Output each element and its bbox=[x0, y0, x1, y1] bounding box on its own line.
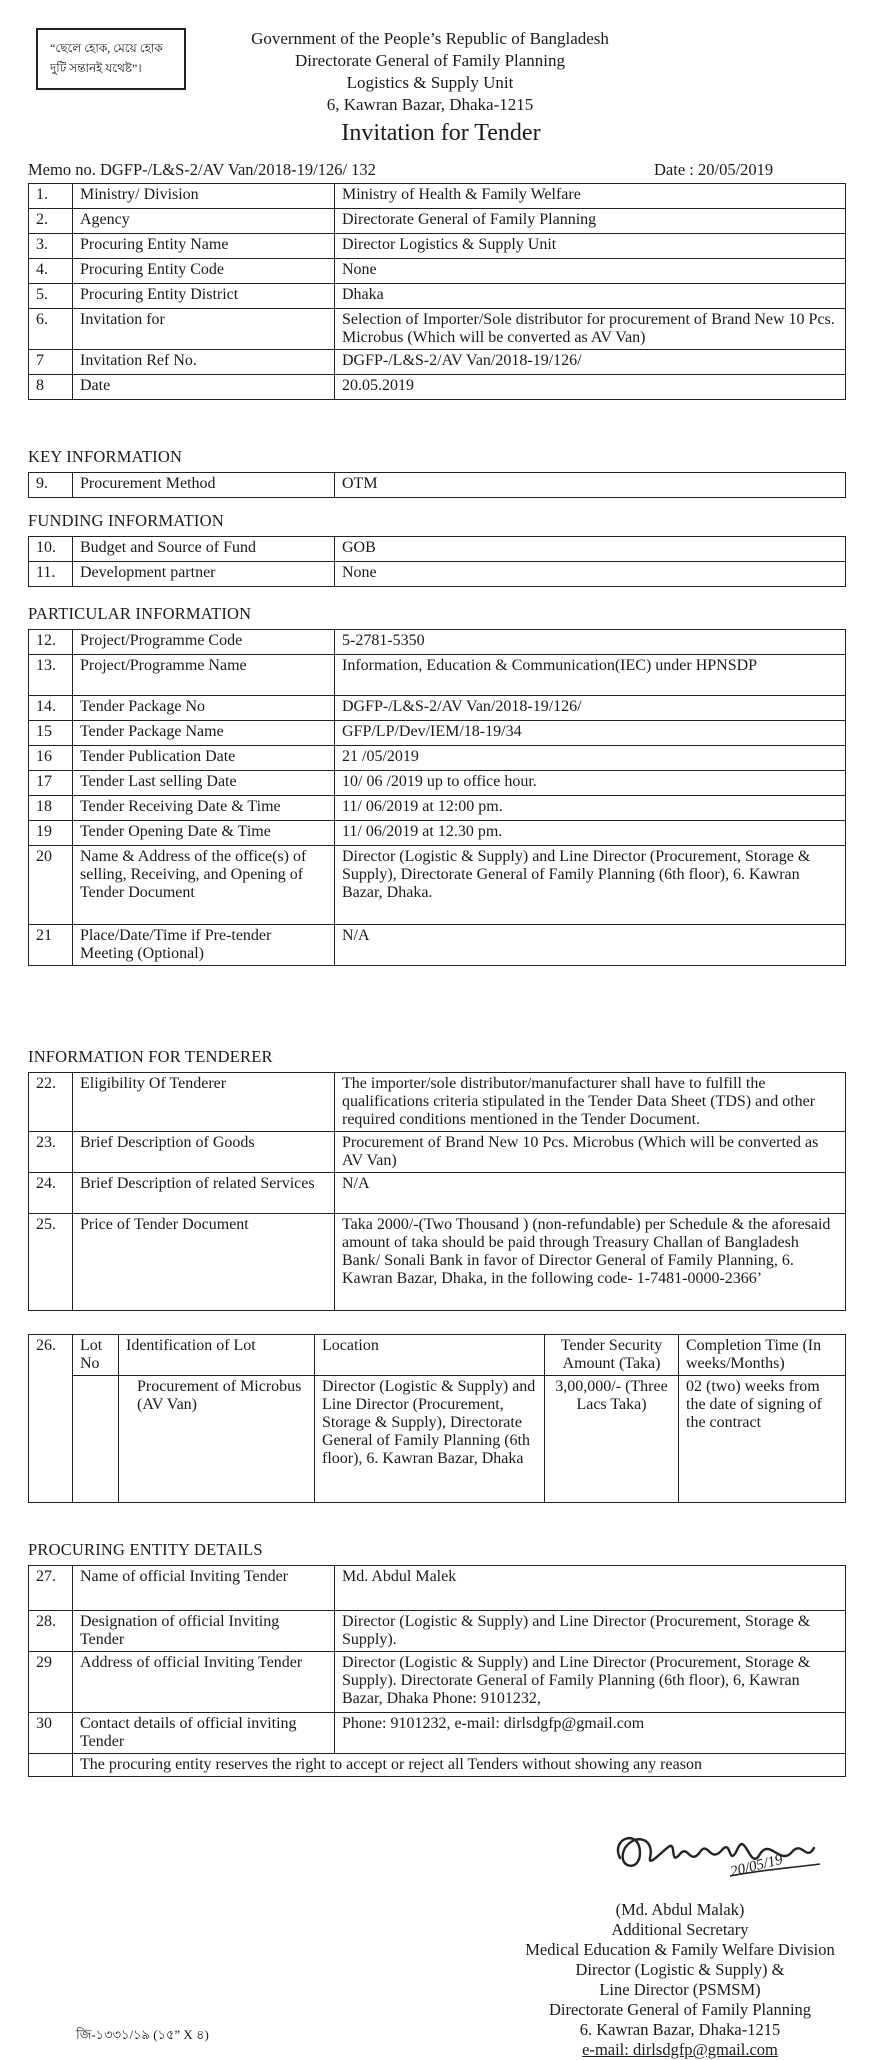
row-value: N/A bbox=[335, 1173, 846, 1214]
row-value: GOB bbox=[335, 537, 846, 562]
row-number: 2. bbox=[29, 209, 73, 234]
row-number: 1. bbox=[29, 184, 73, 209]
row-number: 7 bbox=[29, 350, 73, 375]
row-label: Contact details of official inviting Tender bbox=[73, 1713, 335, 1754]
row-label: Tender Receiving Date & Time bbox=[73, 796, 335, 821]
row-label: Designation of official Inviting Tender bbox=[73, 1611, 335, 1652]
signatory-title-1: Additional Secretary bbox=[611, 1920, 749, 1939]
row-value: GFP/LP/Dev/IEM/18-19/34 bbox=[335, 721, 846, 746]
row-value: Dhaka bbox=[335, 284, 846, 309]
row-value: 10/ 06 /2019 up to office hour. bbox=[335, 771, 846, 796]
table-row bbox=[29, 184, 846, 209]
section-information-for-tenderer: INFORMATION FOR TENDERER bbox=[28, 1047, 273, 1066]
header-directorate: Directorate General of Family Planning bbox=[294, 51, 566, 70]
row-label: Procuring Entity Code bbox=[73, 259, 335, 284]
row-number: 11. bbox=[29, 562, 73, 587]
lot-completion-header: Completion Time (In weeks/Months) bbox=[679, 1335, 846, 1376]
row-label: Budget and Source of Fund bbox=[73, 537, 335, 562]
row-value: 5-2781-5350 bbox=[335, 630, 846, 655]
row-number: 3. bbox=[29, 234, 73, 259]
row-number: 4. bbox=[29, 259, 73, 284]
table-row bbox=[29, 1132, 846, 1173]
signatory-block bbox=[495, 1900, 865, 2060]
header-unit: Logistics & Supply Unit bbox=[346, 73, 514, 92]
row-label: Eligibility Of Tenderer bbox=[73, 1073, 335, 1132]
row-label: Invitation for bbox=[73, 309, 335, 350]
row-value: 11/ 06/2019 at 12:00 pm. bbox=[335, 796, 846, 821]
lot-value-row bbox=[29, 1376, 846, 1503]
table-row bbox=[29, 562, 846, 587]
row-label: Agency bbox=[73, 209, 335, 234]
row-label: Address of official Inviting Tender bbox=[73, 1652, 335, 1713]
row-value: Director (Logistic & Supply) and Line Director (Procurement, Storage & Supply), Directorate General of Family Planning (6th floor), 6. Kawran Bazar, Dhaka. bbox=[335, 846, 846, 925]
lot-item-number: 26. bbox=[29, 1335, 73, 1503]
slogan-box bbox=[36, 28, 186, 90]
table-row bbox=[29, 1652, 846, 1713]
row-number: 10. bbox=[29, 537, 73, 562]
row-number: 12. bbox=[29, 630, 73, 655]
row-label: Name of official Inviting Tender bbox=[73, 1566, 335, 1611]
row-label: Brief Description of related Services bbox=[73, 1173, 335, 1214]
row-label: Brief Description of Goods bbox=[73, 1132, 335, 1173]
row-value: Director (Logistic & Supply) and Line Director (Procurement, Storage & Supply). Directorate General of Family Planning (6th floor), 6, Kawran Bazar, Dhaka Phone: 9101232, bbox=[335, 1652, 846, 1713]
lot-table bbox=[28, 1334, 846, 1503]
row-label: Date bbox=[73, 375, 335, 400]
table-row bbox=[29, 771, 846, 796]
row-number: 24. bbox=[29, 1173, 73, 1214]
section-procuring-entity-details: PROCURING ENTITY DETAILS bbox=[28, 1540, 263, 1559]
row-value: None bbox=[335, 259, 846, 284]
row-value: N/A bbox=[335, 925, 846, 966]
row-value: None bbox=[335, 562, 846, 587]
row-label: Tender Package No bbox=[73, 696, 335, 721]
row-label: Place/Date/Time if Pre-tender Meeting (Optional) bbox=[73, 925, 335, 966]
header-address: 6, Kawran Bazar, Dhaka-1215 bbox=[326, 95, 534, 114]
row-number: 27. bbox=[29, 1566, 73, 1611]
table-row bbox=[29, 630, 846, 655]
table-row bbox=[29, 209, 846, 234]
signatory-email: e-mail: dirlsdgfp@gmail.com bbox=[582, 2040, 778, 2059]
row-number: 8 bbox=[29, 375, 73, 400]
row-value: Taka 2000/-(Two Thousand ) (non-refundable) per Schedule & the aforesaid amount of taka should be paid through Treasury Challan of Bangladesh Bank/ Sonali Bank in favor of Director General of Family Planning, 6. Kawran Bazar, Dhaka, in the following code- 1-7481-0000-2366’ bbox=[335, 1214, 846, 1311]
row-value: DGFP-/L&S-2/AV Van/2018-19/126/ bbox=[335, 696, 846, 721]
letterhead bbox=[230, 28, 630, 116]
table-row bbox=[29, 925, 846, 966]
row-value: 11/ 06/2019 at 12.30 pm. bbox=[335, 821, 846, 846]
row-value: 21 /05/2019 bbox=[335, 746, 846, 771]
row-label: Development partner bbox=[73, 562, 335, 587]
row-label: Procurement Method bbox=[73, 473, 335, 498]
row-number: 25. bbox=[29, 1214, 73, 1311]
particular-info-table bbox=[28, 629, 846, 966]
table-row bbox=[29, 284, 846, 309]
row-value: Directorate General of Family Planning bbox=[335, 209, 846, 234]
row-value: Director Logistics & Supply Unit bbox=[335, 234, 846, 259]
signatory-name: (Md. Abdul Malak) bbox=[615, 1900, 745, 1919]
signatory-title-3: Director (Logistic & Supply) & bbox=[575, 1960, 785, 1979]
table-row bbox=[29, 1566, 846, 1611]
procuring-entity-table bbox=[28, 1565, 846, 1777]
general-info-table bbox=[28, 183, 846, 400]
lot-no-header: Lot No bbox=[73, 1335, 119, 1376]
table-row bbox=[29, 350, 846, 375]
row-number bbox=[29, 1754, 73, 1777]
print-code: জি-১৩৩১/১৯ (১৫” X ৪) bbox=[76, 2027, 209, 2042]
row-value: Selection of Importer/Sole distributor for procurement of Brand New 10 Pcs. Microbus (Which will be converted as AV Van) bbox=[335, 309, 846, 350]
section-key-information: KEY INFORMATION bbox=[28, 447, 183, 466]
lot-security-header: Tender Security Amount (Taka) bbox=[545, 1335, 679, 1376]
row-value: The importer/sole distributor/manufacturer shall have to fulfill the qualifications criteria stipulated in the Tender Data Sheet (TDS) and other required conditions mentioned in the Tender Document. bbox=[335, 1073, 846, 1132]
row-value: Procurement of Brand New 10 Pcs. Microbus (Which will be converted as AV Van) bbox=[335, 1132, 846, 1173]
row-number: 14. bbox=[29, 696, 73, 721]
row-number: 21 bbox=[29, 925, 73, 966]
table-row bbox=[29, 746, 846, 771]
row-number: 29 bbox=[29, 1652, 73, 1713]
section-funding-information: FUNDING INFORMATION bbox=[28, 511, 224, 530]
row-value: Director (Logistic & Supply) and Line Director (Procurement, Storage & Supply). bbox=[335, 1611, 846, 1652]
row-number: 16 bbox=[29, 746, 73, 771]
row-number: 6. bbox=[29, 309, 73, 350]
funding-info-table bbox=[28, 536, 846, 587]
page-title: Invitation for Tender bbox=[341, 120, 541, 146]
row-label: Invitation Ref No. bbox=[73, 350, 335, 375]
table-row bbox=[29, 796, 846, 821]
lot-location-cell: Director (Logistic & Supply) and Line Director (Procurement, Storage & Supply), Directorate General of Family Planning (6th floor), 6. Kawran Bazar, Dhaka bbox=[315, 1376, 545, 1503]
slogan-line-1: “ছেলে হোক, মেয়ে হোক bbox=[50, 41, 163, 55]
lot-location-header: Location bbox=[315, 1335, 545, 1376]
lot-ident-header: Identification of Lot bbox=[119, 1335, 315, 1376]
row-label: Tender Publication Date bbox=[73, 746, 335, 771]
row-label: Ministry/ Division bbox=[73, 184, 335, 209]
header-government: Government of the People’s Republic of Bangladesh bbox=[251, 29, 609, 48]
lot-header-row bbox=[29, 1335, 846, 1376]
signature bbox=[610, 1818, 830, 1893]
tenderer-info-table bbox=[28, 1072, 846, 1311]
table-row bbox=[29, 309, 846, 350]
table-row bbox=[29, 473, 846, 498]
table-row bbox=[29, 1173, 846, 1214]
row-label: Name & Address of the office(s) of selling, Receiving, and Opening of Tender Document bbox=[73, 846, 335, 925]
lot-no-cell bbox=[73, 1376, 119, 1503]
row-label: Procuring Entity Name bbox=[73, 234, 335, 259]
signature-date: 20/05/19 bbox=[728, 1851, 785, 1881]
table-row bbox=[29, 1214, 846, 1311]
table-row bbox=[29, 655, 846, 696]
reserve-note: The procuring entity reserves the right to accept or reject all Tenders without showing any reason bbox=[73, 1754, 846, 1777]
row-number: 5. bbox=[29, 284, 73, 309]
table-row bbox=[29, 1611, 846, 1652]
row-label: Project/Programme Name bbox=[73, 655, 335, 696]
row-number: 22. bbox=[29, 1073, 73, 1132]
signatory-org: Directorate General of Family Planning bbox=[548, 2000, 812, 2019]
row-number: 17 bbox=[29, 771, 73, 796]
row-number: 23. bbox=[29, 1132, 73, 1173]
row-number: 30 bbox=[29, 1713, 73, 1754]
row-label: Tender Opening Date & Time bbox=[73, 821, 335, 846]
row-number: 28. bbox=[29, 1611, 73, 1652]
row-value: DGFP-/L&S-2/AV Van/2018-19/126/ bbox=[335, 350, 846, 375]
memo-date: Date : 20/05/2019 bbox=[654, 160, 774, 179]
table-row bbox=[29, 846, 846, 925]
table-row bbox=[29, 1713, 846, 1754]
signatory-title-4: Line Director (PSMSM) bbox=[599, 1980, 761, 1999]
row-number: 18 bbox=[29, 796, 73, 821]
row-number: 19 bbox=[29, 821, 73, 846]
signature-scribble bbox=[610, 1818, 830, 1888]
memo-number: Memo no. DGFP-/L&S-2/AV Van/2018-19/126/ 132 bbox=[28, 160, 376, 179]
table-row bbox=[29, 234, 846, 259]
table-row bbox=[29, 821, 846, 846]
row-value: Ministry of Health & Family Welfare bbox=[335, 184, 846, 209]
row-number: 20 bbox=[29, 846, 73, 925]
row-label: Procuring Entity District bbox=[73, 284, 335, 309]
row-value: Md. Abdul Malek bbox=[335, 1566, 846, 1611]
row-label: Project/Programme Code bbox=[73, 630, 335, 655]
table-row bbox=[29, 721, 846, 746]
lot-ident-cell: Procurement of Microbus (AV Van) bbox=[119, 1376, 315, 1503]
row-number: 9. bbox=[29, 473, 73, 498]
row-value: OTM bbox=[335, 473, 846, 498]
row-label: Tender Last selling Date bbox=[73, 771, 335, 796]
row-label: Price of Tender Document bbox=[73, 1214, 335, 1311]
key-info-table bbox=[28, 472, 846, 498]
signatory-address: 6. Kawran Bazar, Dhaka-1215 bbox=[579, 2020, 781, 2039]
row-value: Information, Education & Communication(IEC) under HPNSDP bbox=[335, 655, 846, 696]
row-number: 15 bbox=[29, 721, 73, 746]
table-row bbox=[29, 537, 846, 562]
lot-completion-cell: 02 (two) weeks from the date of signing of the contract bbox=[679, 1376, 846, 1503]
table-row bbox=[29, 696, 846, 721]
table-row bbox=[29, 1073, 846, 1132]
section-particular-information: PARTICULAR INFORMATION bbox=[28, 604, 252, 623]
lot-security-cell: 3,00,000/- (Three Lacs Taka) bbox=[545, 1376, 679, 1503]
row-label: Tender Package Name bbox=[73, 721, 335, 746]
reserve-note-row bbox=[29, 1754, 846, 1777]
table-row bbox=[29, 375, 846, 400]
row-value: 20.05.2019 bbox=[335, 375, 846, 400]
row-value: Phone: 9101232, e-mail: dirlsdgfp@gmail.com bbox=[335, 1713, 846, 1754]
slogan-line-2: দুটি সন্তানই যথেষ্ট”। bbox=[50, 61, 142, 75]
signatory-title-2: Medical Education & Family Welfare Division bbox=[525, 1940, 835, 1959]
table-row bbox=[29, 259, 846, 284]
row-number: 13. bbox=[29, 655, 73, 696]
